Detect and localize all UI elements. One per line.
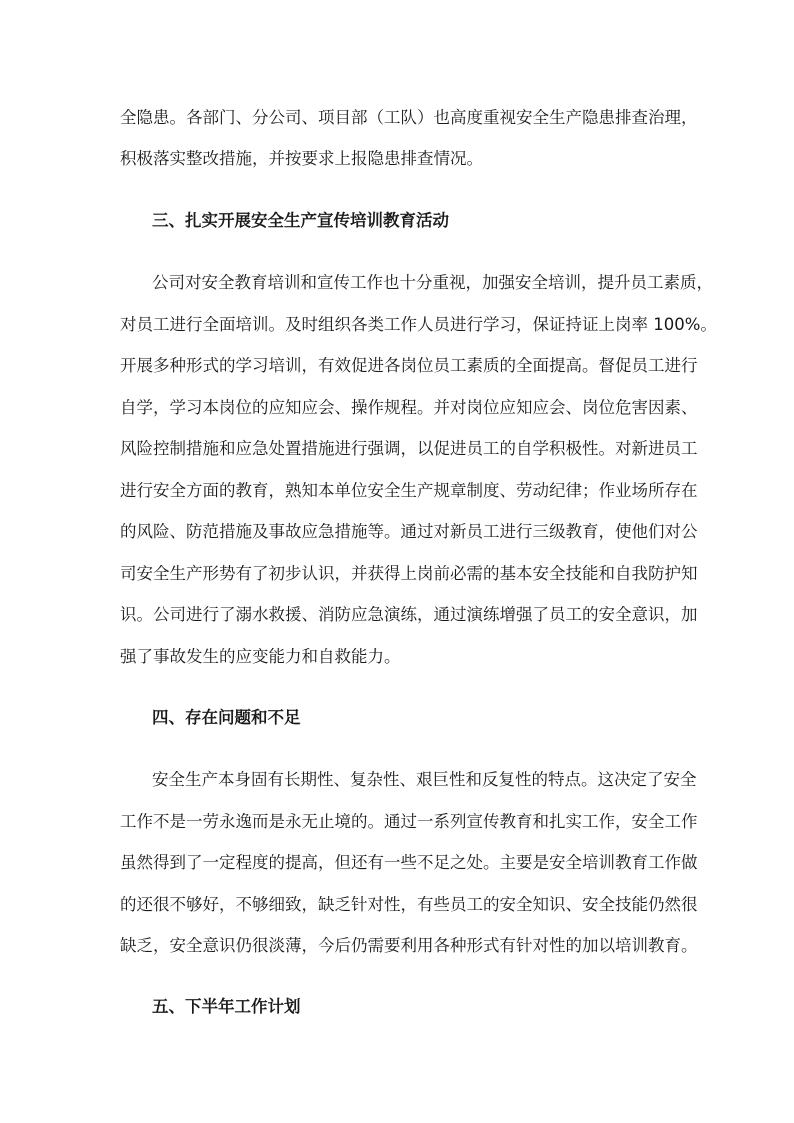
section-heading: 四、存在问题和不足 (152, 708, 301, 727)
paragraph-line: 司安全生产形势有了初步认识，并获得上岗前必需的基本安全技能和自我防护知 (120, 564, 698, 583)
section-heading: 三、扎实开展安全生产宣传培训教育活动 (152, 211, 449, 230)
paragraph-line: 强了事故发生的应变能力和自救能力。 (120, 647, 401, 666)
paragraph-line: 对员工进行全面培训。及时组织各类工作人员进行学习，保证持证上岗率 100%。 (120, 315, 717, 334)
paragraph-line: 的还很不够好，不够细致，缺乏针对性，有些员工的安全知识、安全技能仍然很 (120, 895, 698, 914)
paragraph-line: 的风险、防范措施及事故应急措施等。通过对新员工进行三级教育，使他们对公 (120, 522, 698, 541)
paragraph-line: 自学，学习本岗位的应知应会、操作规程。并对岗位应知应会、岗位危害因素、 (120, 398, 698, 417)
paragraph-line: 风险控制措施和应急处置措施进行强调，以促进员工的自学积极性。对新进员工 (120, 439, 698, 458)
paragraph-line: 公司对安全教育培训和宣传工作也十分重视，加强安全培训，提升员工素质， (152, 273, 713, 292)
paragraph-line: 缺乏，安全意识仍很淡薄，今后仍需要利用各种形式有针对性的加以培训教育。 (120, 936, 698, 955)
paragraph-line: 识。公司进行了溺水救援、消防应急演练，通过演练增强了员工的安全意识，加 (120, 605, 698, 624)
paragraph-line: 全隐患。各部门、分公司、项目部（工队）也高度重视安全生产隐患排查治理， (120, 108, 698, 127)
paragraph-line: 开展多种形式的学习培训，有效促进各岗位员工素质的全面提高。督促员工进行 (120, 356, 698, 375)
paragraph-line: 进行安全方面的教育，熟知本单位安全生产规章制度、劳动纪律；作业场所存在 (120, 481, 698, 500)
section-heading: 五、下半年工作计划 (152, 997, 301, 1016)
paragraph-line: 工作不是一劳永逸而是永无止境的。通过一系列宣传教育和扎实工作，安全工作 (120, 812, 698, 831)
paragraph-line: 虽然得到了一定程度的提高，但还有一些不足之处。主要是安全培训教育工作做 (120, 853, 698, 872)
paragraph-line: 积极落实整改措施，并按要求上报隐患排查情况。 (120, 149, 483, 168)
paragraph-line: 安全生产本身固有长期性、复杂性、艰巨性和反复性的特点。这决定了安全 (152, 770, 697, 789)
